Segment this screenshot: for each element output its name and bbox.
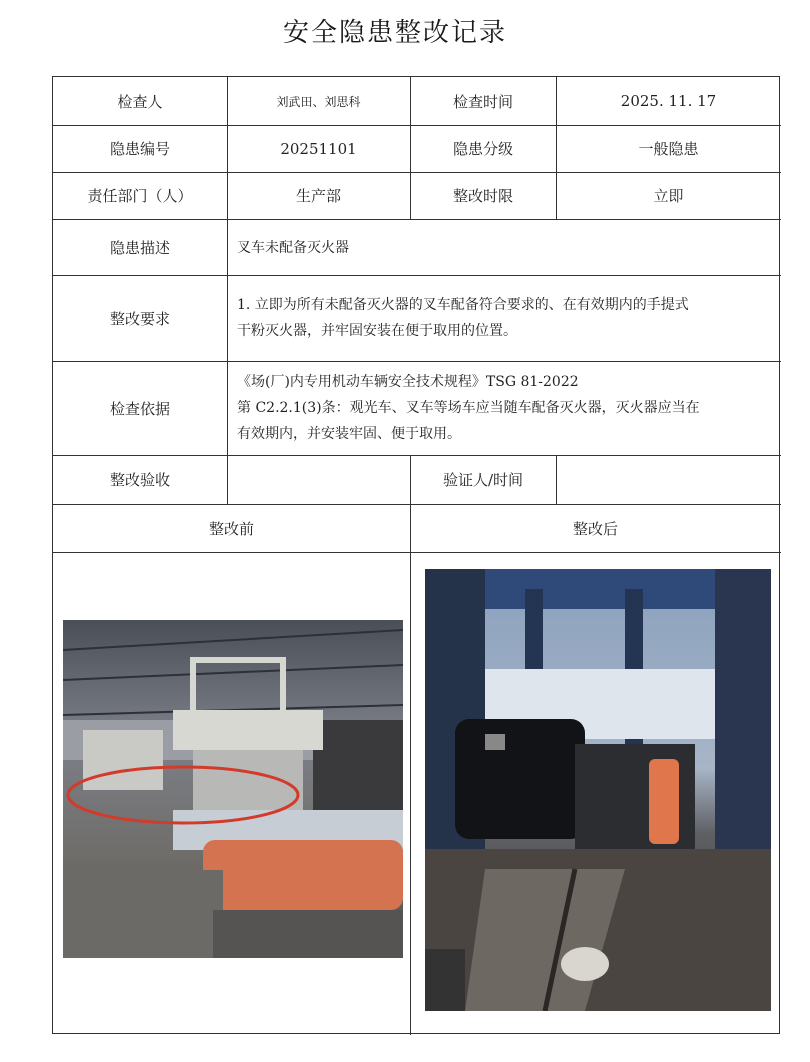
before-photo [63, 620, 403, 958]
basis-line: 第 C2.2.1(3)条：观光车、叉车等场车应当随车配备灭火器，灭火器应当在 [237, 400, 700, 416]
basis-text [227, 361, 781, 455]
after-label: 整改后 [572, 519, 618, 538]
deadline-label: 整改时限 [452, 187, 513, 205]
basis-label: 检查依据 [109, 399, 170, 418]
responsible-dept-label: 责任部门（人） [87, 187, 193, 205]
after-photo [425, 569, 771, 1011]
hazard-id-label: 隐患编号 [109, 140, 170, 158]
acceptance-label: 整改验收 [109, 471, 170, 489]
basis-line: 《场(厂)内专用机动车辆安全技术规程》TSG 81-2022 [237, 374, 579, 390]
inspection-time-label: 检查时间 [452, 92, 513, 111]
row-divider [53, 552, 781, 553]
requirement-line: 1. 立即为所有未配备灭火器的叉车配备符合要求的、在有效期内的手提式 [237, 297, 689, 313]
hazard-id-value: 20251101 [280, 139, 357, 158]
deadline-value: 立即 [653, 187, 684, 205]
hazard-form [52, 76, 780, 1034]
requirement-label: 整改要求 [109, 309, 170, 328]
page-title: 安全隐患整改记录 [282, 18, 507, 48]
inspector-label: 检查人 [117, 92, 163, 111]
hazard-grade-label: 隐患分级 [452, 140, 513, 158]
requirement-line: 干粉灭火器，并牢固安装在便于取用的位置。 [237, 323, 517, 339]
verifier-value [556, 455, 781, 504]
inspection-time-value: 2025. 11. 17 [620, 92, 717, 110]
before-label: 整改前 [208, 519, 254, 538]
inspector-value: 刘武田、刘思科 [276, 94, 361, 109]
hazard-grade-value: 一般隐患 [638, 140, 699, 158]
responsible-dept-value: 生产部 [295, 187, 341, 205]
requirement-text [227, 275, 781, 361]
hazard-desc-label: 隐患描述 [109, 238, 170, 257]
verifier-label: 验证人/时间 [442, 471, 524, 489]
basis-line: 有效期内，并安装牢固、便于取用。 [237, 426, 461, 442]
acceptance-value [227, 455, 410, 504]
hazard-desc-value: 叉车未配备灭火器 [237, 240, 349, 256]
